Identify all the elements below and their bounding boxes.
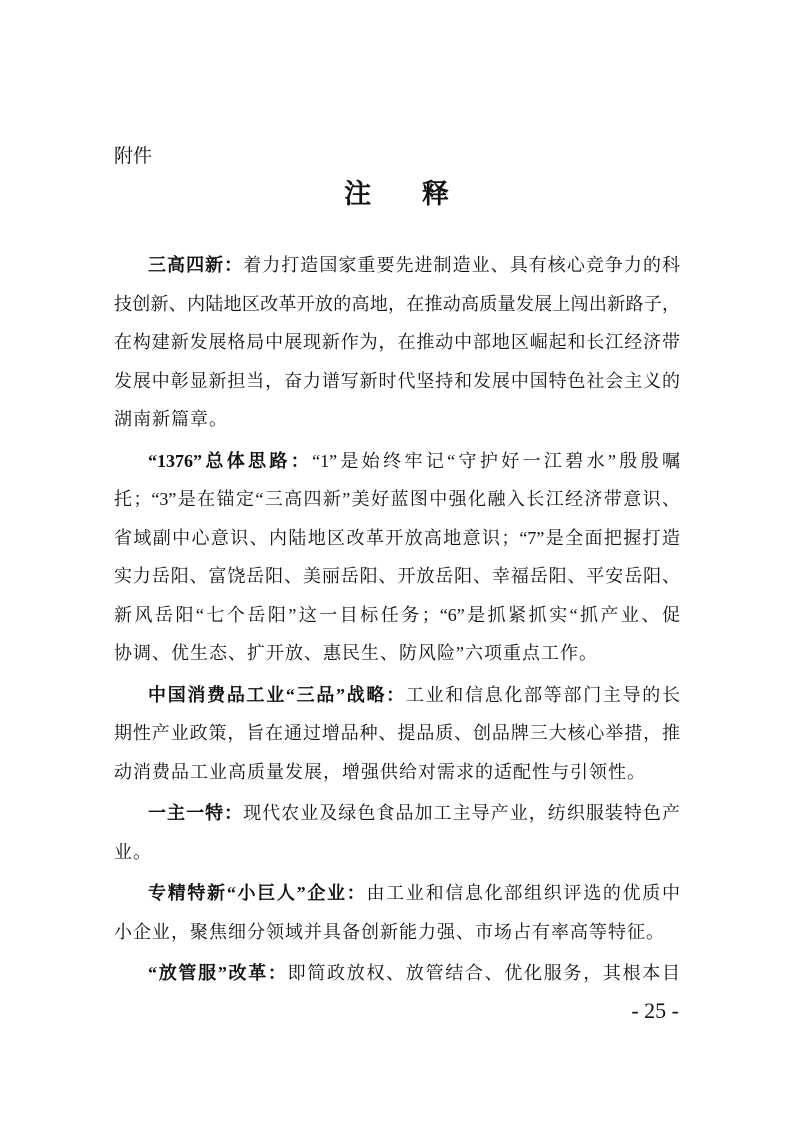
annotation-paragraph — [114, 794, 680, 871]
paragraph-line — [114, 285, 680, 324]
paragraph-line — [114, 442, 680, 481]
line-text: 工业和信息化部等部门主导的长 — [405, 684, 681, 705]
line-text: 即简政放权、放管结合、优化服务，其根本目 — [287, 963, 681, 983]
paragraph-line — [114, 634, 680, 673]
line-text: 协调、优生态、扩开放、惠民生、防风险”六项重点工作。 — [114, 643, 598, 663]
line-text: “1”是始终牢记“守护好一江碧水”殷殷嘱 — [312, 450, 681, 471]
paragraph-line — [114, 557, 680, 596]
line-text: 发展中彰显新担当，奋力谱写新时代坚持和发展中国特色社会主义的 — [114, 370, 680, 391]
paragraph-line — [114, 362, 680, 401]
annotation-paragraph — [114, 442, 680, 673]
paragraph-line — [114, 519, 680, 558]
term-heading: 专精特新“小巨人”企业： — [148, 883, 367, 903]
term-heading: 三高四新： — [148, 255, 244, 275]
paragraph-line — [114, 480, 680, 519]
line-text: 托；“3”是在锚定“三高四新”美好蓝图中强化融入长江经济带意识、 — [114, 489, 680, 509]
term-heading: “1376”总体思路： — [148, 450, 313, 471]
paragraph-line — [114, 833, 680, 872]
document-body — [114, 246, 680, 996]
paragraph-line — [114, 794, 680, 833]
line-text: 业。 — [114, 841, 152, 862]
annotation-paragraph — [114, 954, 680, 993]
paragraph-line — [114, 596, 680, 635]
paragraph-line — [114, 874, 680, 913]
page-title: 注 释 — [344, 179, 471, 209]
term-heading: 中国消费品工业“三品”战略： — [148, 684, 406, 705]
page-number: - 25 - — [631, 998, 679, 1023]
line-text: 湖南新篇章。 — [114, 409, 228, 429]
term-heading: “放管服”改革： — [148, 963, 288, 983]
annotation-paragraph — [114, 874, 680, 951]
line-text: 着力打造国家重要先进制造业、具有核心竞争力的科 — [243, 255, 680, 275]
paragraph-line — [114, 246, 680, 285]
paragraph-line — [114, 913, 680, 952]
line-text: 动消费品工业高质量发展，增强供给对需求的适配性与引领性。 — [114, 761, 646, 782]
paragraph-line — [114, 954, 680, 993]
line-text: 由工业和信息化部组织评选的优质中 — [366, 883, 681, 903]
paragraph-line — [114, 323, 680, 362]
attachment-label: 附件 — [114, 146, 153, 167]
paragraph-line — [114, 676, 680, 715]
line-text: 实力岳阳、富饶岳阳、美丽岳阳、开放岳阳、幸福岳阳、平安岳阳、 — [114, 566, 680, 586]
line-text: 在构建新发展格局中展现新作为，在推动中部地区崛起和长江经济带 — [114, 332, 680, 352]
annotation-paragraph — [114, 676, 680, 792]
term-heading: 一主一特： — [148, 803, 244, 823]
line-text: 新风岳阳“七个岳阳”这一目标任务；“6”是抓紧抓实“抓产业、促 — [114, 604, 680, 625]
line-text: 期性产业政策，旨在通过增品种、提品质、创品牌三大核心举措，推 — [114, 723, 680, 743]
line-text: 现代农业及绿色食品加工主导产业，纺织服装特色产 — [243, 803, 680, 823]
line-text: 小企业，聚焦细分领域并具备创新能力强、市场占有率高等特征。 — [114, 921, 665, 942]
paragraph-line — [114, 714, 680, 753]
line-text: 技创新、内陆地区改革开放的高地，在推动高质量发展上闯出新路子， — [114, 293, 680, 314]
line-text: 省域副中心意识、内陆地区改革开放高地意识；“7”是全面把握打造 — [114, 527, 680, 548]
paragraph-line — [114, 400, 680, 439]
paragraph-line — [114, 753, 680, 792]
annotation-paragraph — [114, 246, 680, 439]
